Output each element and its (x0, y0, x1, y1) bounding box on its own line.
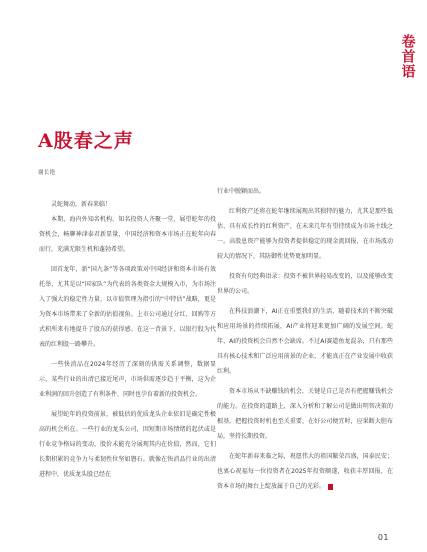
article-author: 谢长艳 (38, 170, 56, 176)
right-text-column (217, 184, 393, 499)
paragraph: 投资有句经典语录：投资不被世界轻易改变的，以及能够改变世界的公司。 (217, 273, 393, 295)
paragraph: 一些快消品在2024年经历了深刻的供需关系调整，数据显示，某些行业的出清已接近尾声，市场供需逐步趋于平衡，这为企业利润的回升创造了有利条件，同时也孕育着新的投资机会。 (39, 361, 216, 398)
page-number: 01 (377, 533, 389, 542)
section-tab (388, 34, 427, 86)
left-text-column (39, 197, 216, 487)
paragraph: 展望蛇年的投资前景，被低估的优质龙头企业依旧是确定性极高的机会所在。一些行业的龙头公司，因短期市场情绪的起伏或是行业竞争格局的变动，股价未能充分展现其内在价值，然而，它们长期积累的竞争力与柔韧性位坚如磐石。就像在快消品行业的出清进程中，优质龙头股已经在 (39, 411, 216, 478)
paragraph: 本期，海内外知名机构、知名投资人齐聚一堂，展望蛇年的投资机会，畅聊神津泰君新显量，中国经济和资本市场正在蛇年向春而行，充满无限生机和蓬勃希望。 (39, 216, 216, 253)
paragraph-closing (217, 449, 393, 494)
closing-text: 在蛇年新春来临之际，祝愿伟大的祖国繁荣昌盛，国泰民安；也衷心祝福每一位投资者在2025年投资顺遂，收获丰厚回报，在资本市场的舞台上绽放属于自己的光彩。 (217, 453, 393, 490)
paragraph: 红利资产还将在蛇年继续展现出其独特的魅力，尤其是那些低估、具有成长性的红利资产，在未来几年有望持续成为市场主线之一。高股息资产能够为投资者提供稳定的现金流回报，在市场波动较大的情况下，其防御性优势更加明显。 (217, 208, 393, 260)
end-of-article-mark (328, 484, 333, 490)
paragraph: 在科技浪潮下，AI正在重塑我们的生活，随着技术的不断突破和应用场景的持续拓展，AI产业将迎来更加广阔的发展空间。蛇年，AI的投资机会自然不会缺席。不过AI赛道鱼龙混杂，只有那些具有核心技术和广泛应用前景的企业，才能真正在产业发展中收获红利。 (217, 308, 393, 375)
paragraph: 行业中脱颖而出。 (217, 188, 266, 195)
section-tab-label: 卷首语 (399, 34, 416, 79)
paragraph: 资本市场从不缺赚钱的机会，关键是自己是否有把握赚钱机会的能力。在投资的道路上，深入分析和了解公司是做出明智决策的根基。把握投资时机也至关重要，在好公司便宜时，应果断大胆布局，坚持长期投资。 (217, 388, 393, 440)
paragraph: 灵蛇舞动，新春来临！ (51, 201, 112, 208)
paragraph: 回首龙年，新“国九条”等各项政策对中国经济和资本市场有效托举，尤其是以“国家队”为代表的各类资金大规模入市，为市场注入了强大的稳定性力量，以市值管理为指引的“中特估”战略，更是为资本市场带来了全新的估值视角。上市公司通过分红、回购等方式积所来有地提升了股东的获得感。在这一背景下，以银行股为代表的红利股一路攀升。 (39, 266, 216, 348)
article-title: A股春之声 (38, 130, 134, 152)
